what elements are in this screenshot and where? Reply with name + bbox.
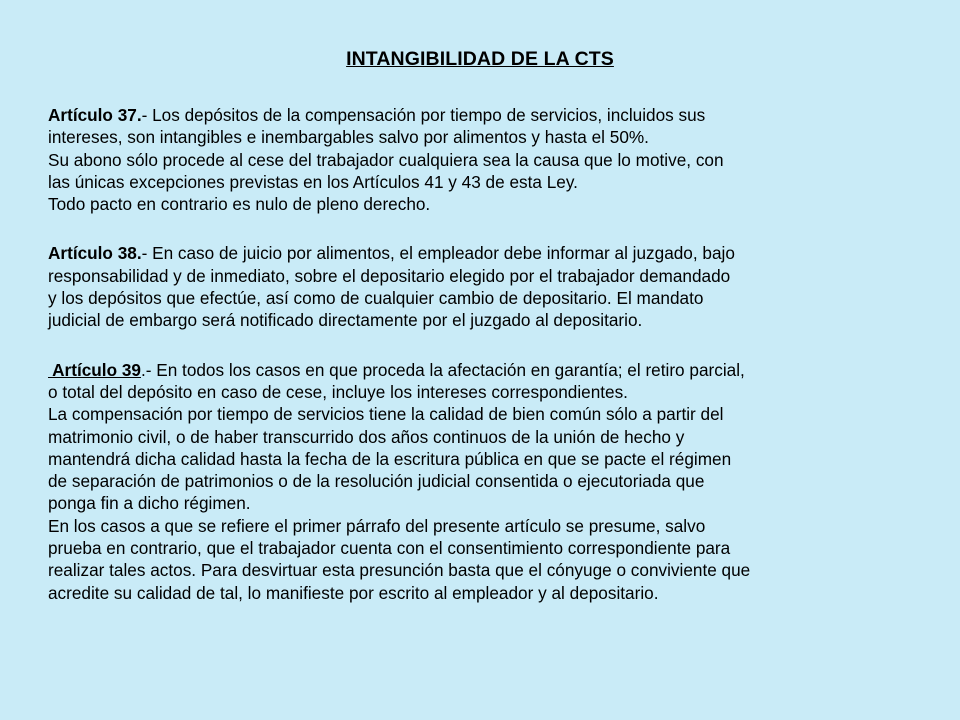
article-38 bbox=[48, 242, 948, 331]
article-line: responsabilidad y de inmediato, sobre el depositario elegido por el trabajador demandado bbox=[48, 265, 731, 286]
article-text: .- En todos los casos en que proceda la afectación en garantía; el retiro parcial, bbox=[140, 359, 745, 380]
article-line bbox=[48, 359, 948, 381]
document-body bbox=[48, 104, 948, 604]
article-line: realizar tales actos. Para desvirtuar esta presunción basta que el cónyuge o conviviente que bbox=[48, 560, 751, 581]
article-line: o total del depósito en caso de cese, incluye los intereses correspondientes. bbox=[48, 381, 628, 402]
article-line: La compensación por tiempo de servicios tiene la calidad de bien común sólo a partir del bbox=[48, 404, 724, 425]
article-39 bbox=[48, 359, 948, 604]
article-line: judicial de embargo será notificado directamente por el juzgado al depositario. bbox=[48, 310, 643, 331]
article-heading: Artículo 39 bbox=[48, 359, 141, 380]
article-37 bbox=[48, 104, 948, 215]
article-line: acredite su calidad de tal, lo manifieste por escrito al empleador y al depositario. bbox=[48, 582, 659, 603]
article-line: matrimonio civil, o de haber transcurrido dos años continuos de la unión de hecho y bbox=[48, 426, 685, 447]
article-line: y los depósitos que efectúe, así como de cualquier cambio de depositario. El mandato bbox=[48, 288, 704, 309]
article-line: ponga fin a dicho régimen. bbox=[48, 493, 251, 514]
article-heading: Artículo 37. bbox=[48, 105, 142, 125]
article-line: mantendrá dicha calidad hasta la fecha de la escritura pública en que se pacte el régimen bbox=[48, 448, 732, 469]
article-line: prueba en contrario, que el trabajador cuenta con el consentimiento correspondiente para bbox=[48, 538, 731, 559]
article-text: - Los depósitos de la compensación por tiempo de servicios, incluidos sus bbox=[141, 105, 706, 125]
article-line bbox=[48, 104, 948, 126]
article-line: las únicas excepciones previstas en los Artículos 41 y 43 de esta Ley. bbox=[48, 171, 578, 192]
article-line: de separación de patrimonios o de la resolución judicial consentida o ejecutoriada que bbox=[48, 471, 705, 492]
article-line: Su abono sólo procede al cese del trabajador cualquiera sea la causa que lo motive, con bbox=[48, 149, 724, 170]
article-heading: Artículo 38. bbox=[48, 243, 142, 264]
article-line bbox=[48, 242, 948, 264]
article-line: En los casos a que se refiere el primer párrafo del presente artículo se presume, salvo bbox=[48, 515, 706, 536]
page-title: INTANGIBILIDAD DE LA CTS bbox=[346, 48, 614, 70]
article-line: intereses, son intangibles e inembargables salvo por alimentos y hasta el 50%. bbox=[48, 127, 649, 148]
article-text: - En caso de juicio por alimentos, el empleador debe informar al juzgado, bajo bbox=[141, 243, 735, 264]
article-line: Todo pacto en contrario es nulo de pleno derecho. bbox=[48, 194, 431, 215]
